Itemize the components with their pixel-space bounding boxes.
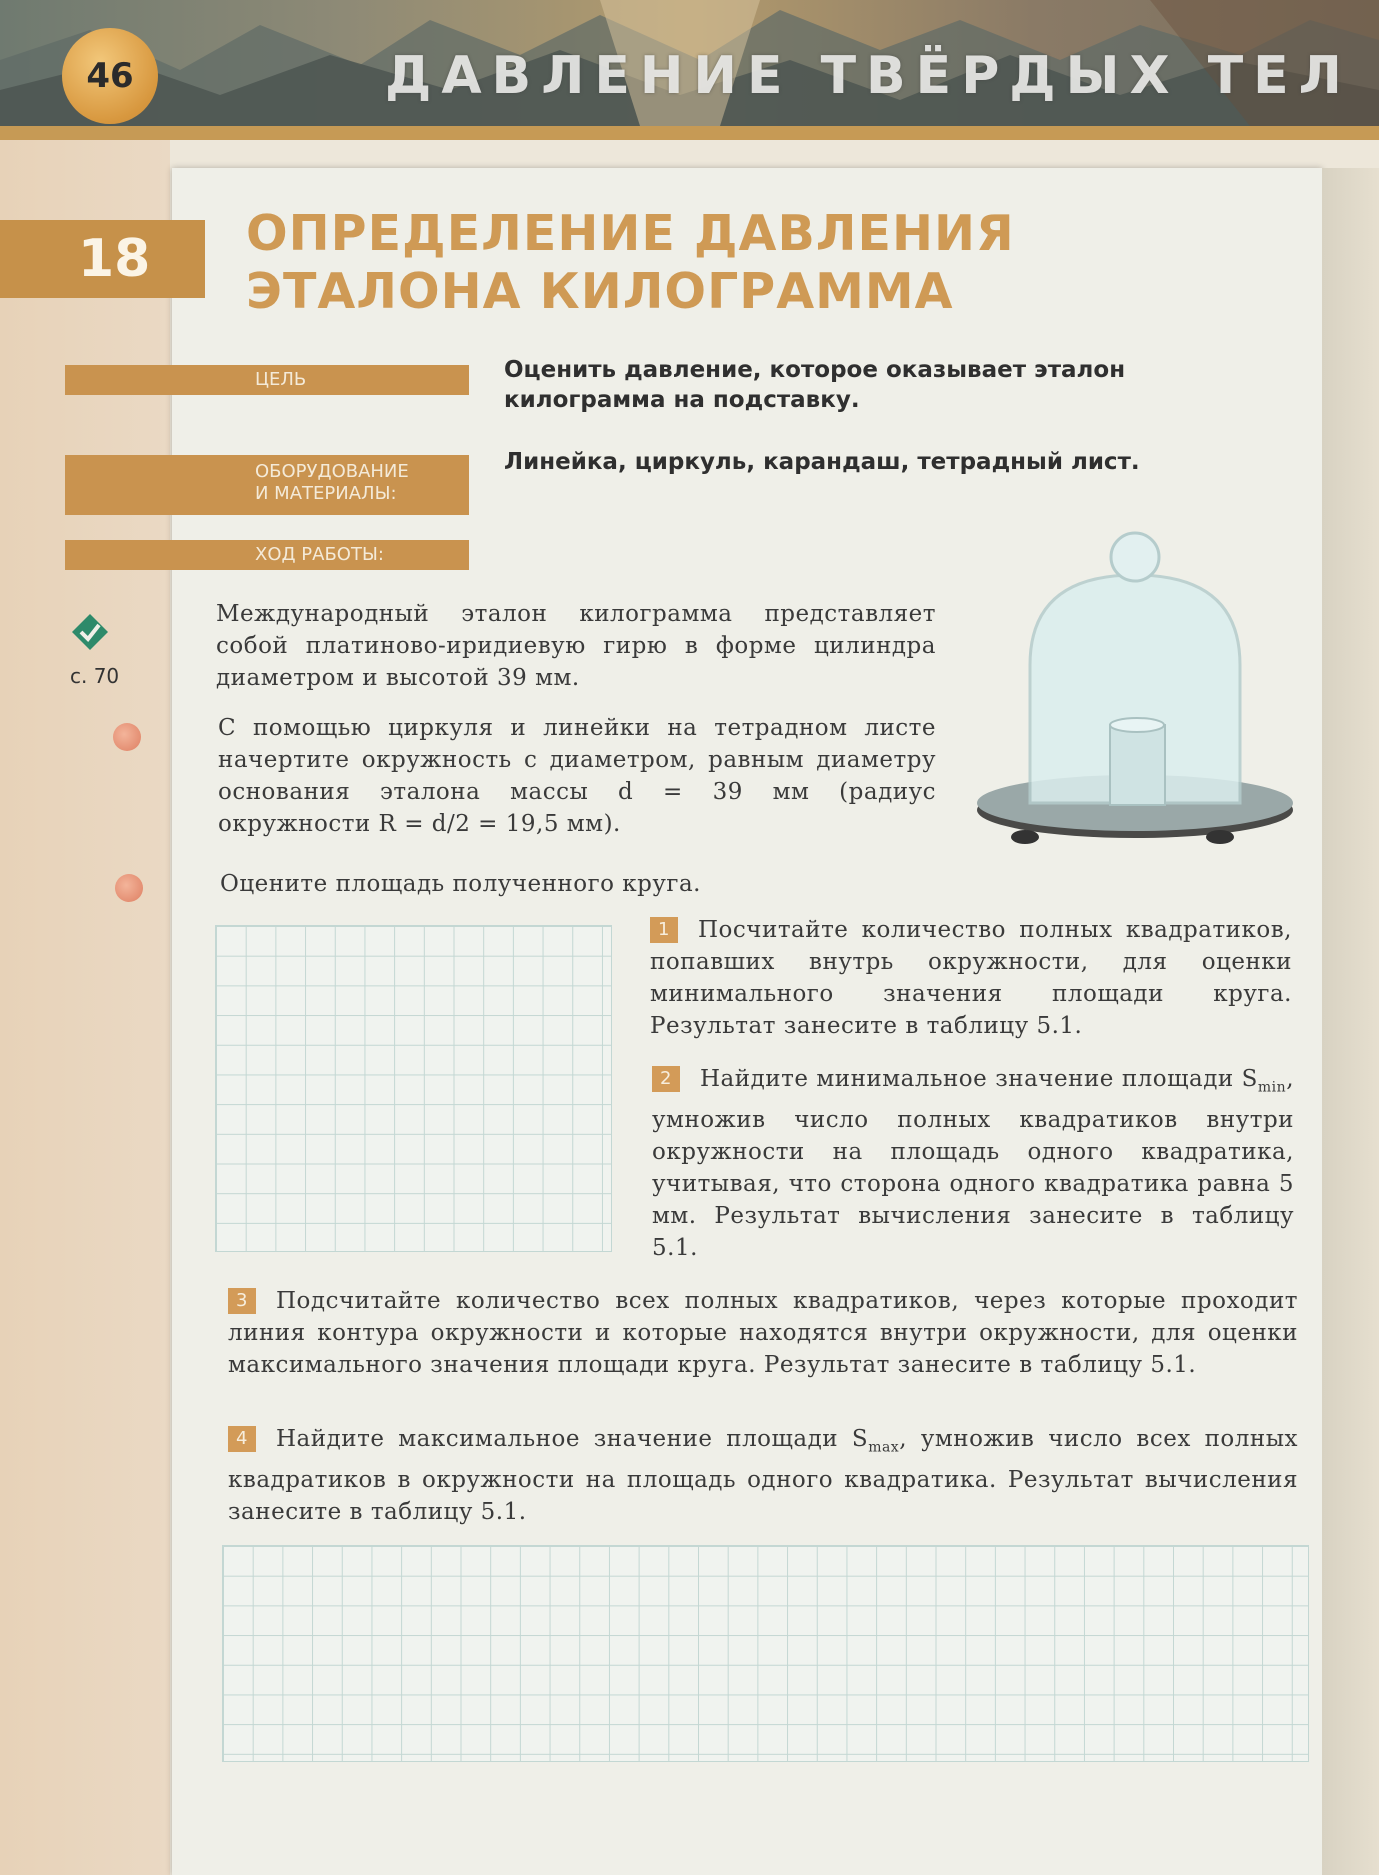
lesson-title-line-2: ЭТАЛОНА КИЛОГРАММА [246,263,954,320]
step-2-number: 2 [652,1066,680,1092]
step-4 [228,1423,1298,1528]
lesson-number: 18 [0,220,205,298]
intro-paragraph: Международный эталон килограмма представляет собой платиново-иридиевую гирю в форме цилиндра диаметром и высотой 39 мм. [216,601,936,691]
bullet-1 [113,723,141,751]
step-2-text-before: Найдите минимальное значение площади S [700,1066,1258,1092]
grid-paper-small [215,925,612,1252]
draw-circle-paragraph: С помощью циркуля и линейки на тетрадном листе начертите окружность с диаметром, равным диаметру основания эталона массы d = 39 мм (радиус окружности R = d/2 = 19,5 мм). [218,715,936,837]
estimate-area-paragraph: Оцените площадь полученного круга. [220,871,701,897]
equipment-label-line-2: И МАТЕРИАЛЫ: [255,483,397,504]
bell-jar-kilogram-icon [970,525,1300,855]
step-3 [228,1285,1298,1381]
check-mark-icon [70,612,110,652]
step-4-text-before: Найдите максимальное значение площади S [276,1426,869,1452]
step-3-number: 3 [228,1288,256,1314]
sheet-edge [1322,168,1379,1875]
procedure-label: ХОД РАБОТЫ: [65,540,469,570]
page-reference: с. 70 [70,664,120,688]
bullet-2 [115,874,143,902]
equipment-text: Линейка, циркуль, карандаш, тетрадный лист. [504,449,1140,475]
equipment-label-line-1: ОБОРУДОВАНИЕ [255,461,409,482]
step-2 [652,1063,1294,1264]
goal-text: Оценить давление, которое оказывает эталон килограмма на подставку. [504,357,1126,413]
chapter-title: ДАВЛЕНИЕ ТВЁРДЫХ ТЕЛ [385,46,1352,106]
step-1-number: 1 [650,917,678,943]
step-1-text: Посчитайте количество полных квадратиков, попавших внутрь окружности, для оценки минимального значения площади круга. Результат занесите в таблицу 5.1. [650,917,1292,1039]
grid-paper-large [222,1545,1309,1762]
step-4-subscript: max [868,1439,900,1456]
chapter-header [0,0,1379,140]
step-4-number: 4 [228,1426,256,1452]
goal-label: ЦЕЛЬ [65,365,469,395]
step-1 [650,914,1292,1042]
lesson-title [246,205,1146,321]
step-2-text-after: , умножив число полных квадратиков внутри окружности на площадь одного квадратика, учитывая, что сторона одного квадратика равна 5 мм. Результат вычисления занесите в таблицу 5.1. [652,1066,1294,1261]
lesson-title-line-1: ОПРЕДЕЛЕНИЕ ДАВЛЕНИЯ [246,205,1015,262]
page-number: 46 [62,28,158,124]
left-margin-strip [0,140,170,1875]
step-3-text: Подсчитайте количество всех полных квадратиков, через которые проходит линия контура окружности и которые находятся внутри окружности, для оценки максимального значения площади круга. Результат занесите в таблицу 5.1. [228,1288,1298,1378]
step-4-text-after: , умножив число всех полных квадратиков в окружности на площадь одного квадратика. Результат вычисления занесите в таблицу 5.1. [228,1426,1298,1525]
step-2-subscript: min [1257,1079,1287,1096]
equipment-label [65,455,469,515]
